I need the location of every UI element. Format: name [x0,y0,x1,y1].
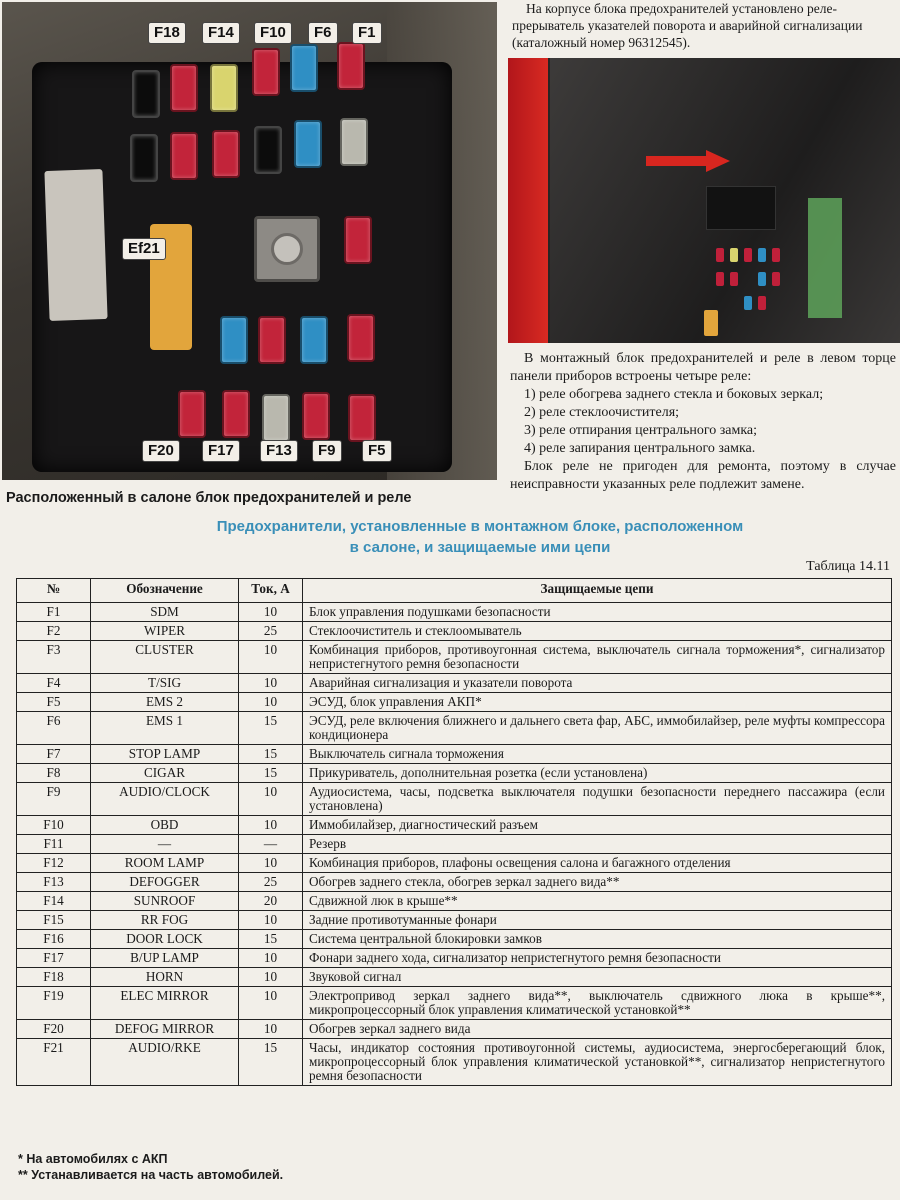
cell-circuits: Иммобилайзер, диагностический разъем [303,816,892,835]
cell-circuits: Комбинация приборов, противоугонная система, выключатель сигнала торможения*, сигнализатор непристегнутого ремня безопасности [303,641,892,674]
relay-description [510,350,896,494]
table-row [17,712,892,745]
fuse-f14 [210,64,238,112]
cell-current: 10 [239,911,303,930]
cell-designation: T/SIG [91,674,239,693]
cell-designation: OBD [91,816,239,835]
label-f14: F14 [202,22,240,44]
cell-number: F15 [17,911,91,930]
mini-fuse [744,248,752,262]
mini-fuse [716,248,724,262]
cell-designation: ELEC MIRROR [91,987,239,1020]
cell-designation: EMS 1 [91,712,239,745]
cell-number: F8 [17,764,91,783]
cell-circuits: Комбинация приборов, плафоны освещения салона и багажного отделения [303,854,892,873]
mounting-stud [254,216,320,282]
table-row [17,835,892,854]
cell-current: 10 [239,783,303,816]
cell-current: 10 [239,641,303,674]
table-row [17,783,892,816]
table-row [17,816,892,835]
relay-item: 4) реле запирания центрального замка. [524,441,756,456]
cell-current: 25 [239,622,303,641]
mini-fuse [744,296,752,310]
header-number: № [17,579,91,603]
fuse-f13 [262,394,290,442]
cell-circuits: Часы, индикатор состояния противоугонной системы, аудиосистема, энергосберегающий блок, микропроцессорный блок управления климатической установкой**, сигнализатор непристегнутого ремня безопасности [303,1039,892,1086]
relay-item: 3) реле отпирания центрального замка; [524,423,758,438]
fuse-box-photo [2,2,497,480]
cell-number: F2 [17,622,91,641]
fuse-f9 [302,392,330,440]
fuse [344,216,372,264]
label-f5: F5 [362,440,392,462]
table-row [17,693,892,712]
cell-circuits: Система центральной блокировки замков [303,930,892,949]
mini-fuse [772,272,780,286]
cell-circuits: ЭСУД, реле включения ближнего и дальнего света фар, АБС, иммобилайзер, реле муфты компрессора кондиционера [303,712,892,745]
cell-current: 10 [239,968,303,987]
cell-circuits: Прикуриватель, дополнительная розетка (если установлена) [303,764,892,783]
fuse [258,316,286,364]
cell-current: 15 [239,712,303,745]
fuse-f18 [170,64,198,112]
cell-number: F7 [17,745,91,764]
relay-intro: В монтажный блок предохранителей и реле в левом торце панели приборов встроены четыре реле: [510,351,896,384]
table-row [17,949,892,968]
fuse-slot [254,126,282,174]
cell-number: F16 [17,930,91,949]
mini-fuse [758,272,766,286]
cell-current: 15 [239,930,303,949]
table-row [17,603,892,622]
cell-designation: DEFOG MIRROR [91,1020,239,1039]
table-row [17,892,892,911]
table-row [17,968,892,987]
cell-number: F9 [17,783,91,816]
cell-number: F3 [17,641,91,674]
table-row [17,641,892,674]
cell-current: 15 [239,1039,303,1086]
fuse [300,316,328,364]
cell-circuits: Выключатель сигнала торможения [303,745,892,764]
cell-number: F17 [17,949,91,968]
cell-current: 10 [239,949,303,968]
table-header-row [17,579,892,603]
cell-current: 10 [239,816,303,835]
table-title [150,516,810,558]
orange-holder [704,310,718,336]
arrow-icon [646,150,730,172]
label-sticker [44,169,107,321]
fuse [170,132,198,180]
table-row [17,1039,892,1086]
cell-circuits: Блок управления подушками безопасности [303,603,892,622]
table-row [17,674,892,693]
fuse-slot [130,134,158,182]
cell-designation: CLUSTER [91,641,239,674]
footnote: * На автомобилях с АКП [18,1152,168,1166]
table-row [17,622,892,641]
mini-fuse [772,248,780,262]
cell-designation: B/UP LAMP [91,949,239,968]
cell-current: 10 [239,603,303,622]
cell-designation: STOP LAMP [91,745,239,764]
cell-circuits: Электропривод зеркал заднего вида**, выключатель сдвижного люка в крыше**, микропроцессорный блок управления климатической установкой** [303,987,892,1020]
mini-fuse [730,248,738,262]
cell-number: F20 [17,1020,91,1039]
table-title-line1: Предохранители, установленные в монтажном блоке, расположенном [216,518,744,535]
cell-current: 15 [239,745,303,764]
cell-number: F11 [17,835,91,854]
cell-number: F12 [17,854,91,873]
cell-current: 25 [239,873,303,892]
fuse-f10 [252,48,280,96]
table-row [17,764,892,783]
cell-designation: SUNROOF [91,892,239,911]
cell-number: F21 [17,1039,91,1086]
fuse-f20 [178,390,206,438]
relay-location-photo [508,58,900,343]
mini-fuse [758,296,766,310]
label-f1: F1 [352,22,382,44]
cell-current: 10 [239,693,303,712]
fuse-table [16,578,892,1086]
fuse [347,314,375,362]
fuse-f1 [337,42,365,90]
cell-designation: CIGAR [91,764,239,783]
cell-circuits: Аварийная сигнализация и указатели поворота [303,674,892,693]
cell-current: 10 [239,987,303,1020]
cell-circuits: Обогрев зеркал заднего вида [303,1020,892,1039]
cell-number: F14 [17,892,91,911]
fuse [212,130,240,178]
cell-current: 10 [239,674,303,693]
cell-number: F13 [17,873,91,892]
label-f9: F9 [312,440,342,462]
table-row [17,930,892,949]
cell-number: F1 [17,603,91,622]
footnote: ** Устанавливается на часть автомобилей. [18,1168,284,1182]
cell-designation: — [91,835,239,854]
label-f6: F6 [308,22,338,44]
cell-number: F4 [17,674,91,693]
cell-designation: EMS 2 [91,693,239,712]
cell-circuits: Аудиосистема, часы, подсветка выключателя подушки безопасности переднего пассажира (если установлена) [303,783,892,816]
mini-fuse [716,272,724,286]
fuse-f6 [290,44,318,92]
table-row [17,911,892,930]
cell-circuits: Задние противотуманные фонари [303,911,892,930]
table-row [17,873,892,892]
cell-designation: WIPER [91,622,239,641]
cell-current: 10 [239,1020,303,1039]
relay-note: На корпусе блока предохранителей установлено реле-прерыватель указателей поворота и аварийной сигнализации (каталожный номер 96312545). [512,1,863,50]
relay-item: 2) реле стеклоочистителя; [524,405,680,420]
table-row [17,745,892,764]
cell-number: F18 [17,968,91,987]
cell-designation: AUDIO/RKE [91,1039,239,1086]
cell-circuits: Сдвижной люк в крыше** [303,892,892,911]
cell-circuits: ЭСУД, блок управления АКП* [303,693,892,712]
table-row [17,854,892,873]
cell-number: F5 [17,693,91,712]
cell-designation: SDM [91,603,239,622]
label-f13: F13 [260,440,298,462]
label-f20: F20 [142,440,180,462]
cell-designation: DOOR LOCK [91,930,239,949]
fuse-slot [132,70,160,118]
table-body [17,603,892,1086]
cell-number: F19 [17,987,91,1020]
cell-circuits: Резерв [303,835,892,854]
header-designation: Обозначение [91,579,239,603]
table-row [17,1020,892,1039]
label-f10: F10 [254,22,292,44]
fuse-f5 [348,394,376,442]
cell-current: 10 [239,854,303,873]
table-number: Таблица 14.11 [806,559,890,574]
table-row [17,987,892,1020]
cell-circuits: Звуковой сигнал [303,968,892,987]
cell-designation: HORN [91,968,239,987]
label-f18: F18 [148,22,186,44]
header-current: Ток, А [239,579,303,603]
cell-number: F6 [17,712,91,745]
red-trim [508,58,548,343]
header-circuits: Защищаемые цепи [303,579,892,603]
table-title-line2: в салоне, и защищаемые ими цепи [349,539,611,556]
photo-caption: Расположенный в салоне блок предохранителей и реле [6,490,412,506]
green-connector [808,198,842,318]
fuse [340,118,368,166]
fuse [294,120,322,168]
cell-designation: RR FOG [91,911,239,930]
relay-list [510,386,896,458]
cell-designation: AUDIO/CLOCK [91,783,239,816]
footnotes [18,1151,283,1183]
cell-designation: ROOM LAMP [91,854,239,873]
cell-designation: DEFOGGER [91,873,239,892]
flasher-relay [706,186,776,230]
relay-item: 1) реле обогрева заднего стекла и боковых зеркал; [524,387,824,402]
cell-number: F10 [17,816,91,835]
cell-circuits: Стеклоочиститель и стеклоомыватель [303,622,892,641]
fuse [220,316,248,364]
fuse-f17 [222,390,250,438]
label-f17: F17 [202,440,240,462]
label-ef21: Ef21 [122,238,166,260]
relay-outro: Блок реле не пригоден для ремонта, поэтому в случае неисправности указанных реле подлежит замене. [510,459,896,492]
cell-circuits: Фонари заднего хода, сигнализатор непристегнутого ремня безопасности [303,949,892,968]
cell-current: 15 [239,764,303,783]
cell-current: 20 [239,892,303,911]
mini-fuse [730,272,738,286]
cell-circuits: Обогрев заднего стекла, обогрев зеркал заднего вида** [303,873,892,892]
cell-current: — [239,835,303,854]
mini-fuse [758,248,766,262]
